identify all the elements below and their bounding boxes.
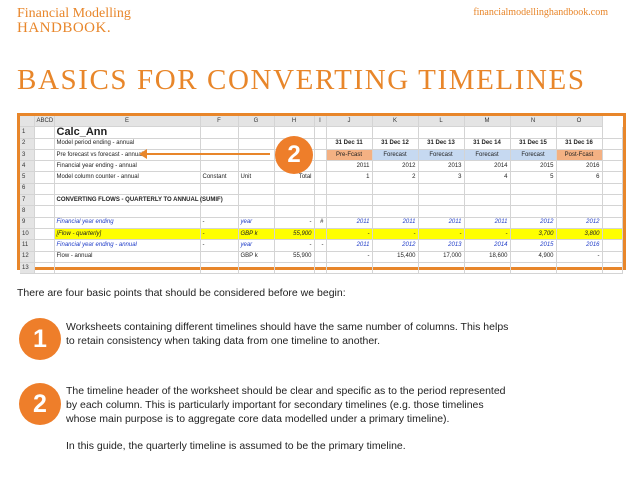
sheet-cell[interactable] (372, 127, 418, 138)
sheet-cell[interactable] (314, 172, 326, 183)
sheet-row (20, 240, 623, 251)
arrow-line (145, 153, 270, 155)
sheet-cell[interactable] (314, 161, 326, 172)
row-number[interactable]: 6 (20, 183, 34, 194)
sheet-cell[interactable] (34, 217, 54, 228)
sheet-cell[interactable]: 2012 (372, 240, 418, 251)
column-header[interactable]: H (274, 116, 314, 127)
sheet-cell[interactable]: 17,000 (418, 251, 464, 262)
sheet-row (20, 161, 623, 172)
column-header[interactable]: N (510, 116, 556, 127)
sheet-cell[interactable]: Financial year ending - annual (54, 240, 200, 251)
point-2-line-1: The timeline header of the worksheet should be clear and specific as to the period represented (66, 385, 506, 397)
spreadsheet-table (20, 116, 623, 274)
sheet-cell[interactable]: 3,700 (510, 228, 556, 239)
sheet-cell[interactable] (238, 161, 274, 172)
row-number[interactable]: 3 (20, 149, 34, 160)
sheet-cell[interactable] (510, 127, 556, 138)
sheet-cell[interactable]: GBP k (238, 228, 274, 239)
sheet-cell[interactable] (602, 149, 623, 160)
sheet-row (20, 217, 623, 228)
sheet-cell[interactable]: Calc_Ann (54, 127, 200, 138)
sheet-cell[interactable]: 4 (464, 172, 510, 183)
row-number[interactable]: 13 (20, 262, 34, 273)
column-header[interactable]: M (464, 116, 510, 127)
sheet-row (20, 251, 623, 262)
sheet-cell[interactable]: year (238, 217, 274, 228)
sheet-cell[interactable] (314, 195, 326, 206)
sheet-cell[interactable] (314, 228, 326, 239)
sheet-cell[interactable] (372, 183, 418, 194)
column-header[interactable]: J (326, 116, 372, 127)
sheet-cell[interactable] (602, 251, 623, 262)
sheet-cell[interactable] (34, 183, 54, 194)
sheet-cell[interactable] (418, 262, 464, 273)
sheet-row (20, 228, 623, 239)
sheet-cell[interactable] (556, 195, 602, 206)
sheet-cell[interactable]: Financial year ending - annual (54, 161, 200, 172)
brand-line-1: Financial Modelling (17, 6, 131, 21)
sheet-cell[interactable] (54, 183, 200, 194)
sheet-cell[interactable]: 2014 (464, 240, 510, 251)
spreadsheet-screenshot (17, 113, 626, 270)
sheet-cell[interactable] (200, 127, 238, 138)
sheet-cell[interactable]: year (238, 240, 274, 251)
sheet-cell[interactable] (372, 206, 418, 217)
brand-line-2: HANDBOOK. (17, 20, 112, 36)
sheet-cell[interactable] (510, 262, 556, 273)
sheet-cell[interactable] (274, 262, 314, 273)
sheet-cell[interactable]: Unit (238, 172, 274, 183)
sheet-cell[interactable] (314, 149, 326, 160)
sheet-cell[interactable]: 2013 (418, 240, 464, 251)
sheet-cell[interactable] (200, 183, 238, 194)
sheet-cell[interactable] (238, 127, 274, 138)
sheet-cell[interactable] (238, 195, 274, 206)
sheet-cell[interactable]: 18,600 (464, 251, 510, 262)
sheet-cell[interactable] (34, 172, 54, 183)
sheet-cell[interactable] (200, 138, 238, 149)
sheet-cell[interactable] (602, 161, 623, 172)
badge-1: 1 (19, 318, 61, 360)
sheet-cell[interactable]: Model column counter - annual (54, 172, 200, 183)
sheet-cell[interactable] (238, 262, 274, 273)
sheet-cell[interactable] (238, 183, 274, 194)
sheet-cell[interactable] (464, 206, 510, 217)
sheet-cell[interactable] (326, 195, 372, 206)
sheet-cell[interactable]: Forecast (464, 149, 510, 160)
sheet-row (20, 172, 623, 183)
sheet-cell[interactable] (602, 172, 623, 183)
sheet-cell[interactable] (238, 206, 274, 217)
badge-2-sheet: 2 (275, 136, 313, 174)
sheet-cell[interactable] (326, 206, 372, 217)
sheet-cell[interactable] (418, 127, 464, 138)
sheet-cell[interactable]: - (418, 228, 464, 239)
sheet-cell[interactable] (602, 217, 623, 228)
column-header[interactable] (20, 116, 34, 127)
sheet-cell[interactable] (602, 206, 623, 217)
column-header[interactable]: F (200, 116, 238, 127)
sheet-cell[interactable]: - (274, 217, 314, 228)
point-2-text (66, 384, 596, 453)
sheet-cell[interactable]: - (464, 228, 510, 239)
sheet-cell[interactable] (314, 262, 326, 273)
sheet-row (20, 206, 623, 217)
sheet-cell[interactable] (556, 183, 602, 194)
sheet-cell[interactable]: 31 Dec 14 (464, 138, 510, 149)
sheet-cell[interactable]: 31 Dec 11 (326, 138, 372, 149)
sheet-cell[interactable] (510, 183, 556, 194)
sheet-cell[interactable]: 2011 (372, 217, 418, 228)
sheet-cell[interactable]: 2011 (418, 217, 464, 228)
row-number[interactable]: 11 (20, 240, 34, 251)
sheet-cell[interactable]: 2012 (510, 217, 556, 228)
sheet-cell[interactable] (200, 251, 238, 262)
sheet-cell[interactable] (238, 149, 274, 160)
column-header-row (20, 116, 623, 127)
sheet-cell[interactable]: 2 (372, 172, 418, 183)
sheet-cell[interactable] (274, 206, 314, 217)
sheet-cell[interactable] (314, 183, 326, 194)
sheet-cell[interactable] (418, 195, 464, 206)
sheet-cell[interactable] (314, 251, 326, 262)
sheet-cell[interactable] (602, 262, 623, 273)
sheet-cell[interactable]: 2015 (510, 161, 556, 172)
sheet-cell[interactable]: 6 (556, 172, 602, 183)
sheet-cell[interactable]: Flow - annual (54, 251, 200, 262)
sheet-cell[interactable] (602, 228, 623, 239)
sheet-cell[interactable]: 2015 (510, 240, 556, 251)
sheet-cell[interactable] (602, 195, 623, 206)
sheet-cell[interactable]: 2012 (372, 161, 418, 172)
sheet-cell[interactable]: 4,900 (510, 251, 556, 262)
point-1-line-1: Worksheets containing different timelines should have the same number of columns. This helps (66, 321, 509, 333)
sheet-cell[interactable]: Total (274, 172, 314, 183)
row-number[interactable]: 1 (20, 127, 34, 138)
sheet-cell[interactable] (556, 206, 602, 217)
sheet-cell[interactable] (510, 195, 556, 206)
sheet-cell[interactable] (464, 127, 510, 138)
sheet-cell[interactable] (34, 138, 54, 149)
sheet-cell[interactable] (34, 251, 54, 262)
sheet-cell[interactable] (418, 206, 464, 217)
sheet-cell[interactable]: Pre-Fcast (326, 149, 372, 160)
sheet-cell[interactable] (200, 262, 238, 273)
sheet-cell[interactable]: Post-Fcast (556, 149, 602, 160)
sheet-cell[interactable] (34, 149, 54, 160)
sheet-cell[interactable]: 55,900 (274, 251, 314, 262)
sheet-row (20, 149, 623, 160)
column-header[interactable]: L (418, 116, 464, 127)
sheet-cell[interactable] (314, 138, 326, 149)
sheet-row (20, 183, 623, 194)
column-header[interactable]: ABCD (34, 116, 54, 127)
sheet-cell[interactable] (200, 206, 238, 217)
sheet-cell[interactable]: 31 Dec 16 (556, 138, 602, 149)
intro-text: There are four basic points that should be considered before we begin: (17, 287, 346, 299)
row-number[interactable]: 2 (20, 138, 34, 149)
sheet-cell[interactable]: - (200, 240, 238, 251)
sheet-cell[interactable] (464, 262, 510, 273)
sheet-cell[interactable] (54, 206, 200, 217)
sheet-cell[interactable] (510, 206, 556, 217)
sheet-cell[interactable] (326, 127, 372, 138)
sheet-cell[interactable]: 1 (326, 172, 372, 183)
point-2-line-4: In this guide, the quarterly timeline is assumed to be the primary timeline. (66, 440, 406, 452)
sheet-cell[interactable]: 2013 (418, 161, 464, 172)
sheet-cell[interactable] (238, 138, 274, 149)
brand-logo (17, 6, 131, 36)
sheet-cell[interactable] (34, 127, 54, 138)
sheet-cell[interactable]: GBP k (238, 251, 274, 262)
sheet-cell[interactable] (602, 240, 623, 251)
sheet-row (20, 127, 623, 138)
sheet-cell[interactable]: Forecast (510, 149, 556, 160)
sheet-cell[interactable] (200, 149, 238, 160)
sheet-cell[interactable]: 2014 (464, 161, 510, 172)
sheet-cell[interactable] (34, 206, 54, 217)
sheet-cell[interactable] (314, 127, 326, 138)
sheet-cell[interactable] (326, 183, 372, 194)
column-header[interactable]: O (556, 116, 602, 127)
sheet-cell[interactable]: Forecast (372, 149, 418, 160)
sheet-cell[interactable]: 2012 (556, 217, 602, 228)
sheet-cell[interactable]: 15,400 (372, 251, 418, 262)
row-number[interactable]: 7 (20, 195, 34, 206)
sheet-cell[interactable] (314, 206, 326, 217)
sheet-cell[interactable]: 2016 (556, 240, 602, 251)
sheet-cell[interactable]: CONVERTING FLOWS - QUARTERLY TO ANNUAL (SUMIF) (54, 195, 200, 206)
sheet-cell[interactable]: 3 (418, 172, 464, 183)
sheet-cell[interactable] (34, 240, 54, 251)
sheet-cell[interactable]: - (274, 240, 314, 251)
sheet-cell[interactable] (602, 138, 623, 149)
sheet-cell[interactable]: - (314, 240, 326, 251)
point-1-line-2: to retain consistency when taking data from one timeline to another. (66, 335, 381, 347)
sheet-cell[interactable]: 2011 (464, 217, 510, 228)
sheet-cell[interactable] (34, 195, 54, 206)
sheet-cell[interactable]: - (326, 251, 372, 262)
sheet-cell[interactable]: Financial year ending (54, 217, 200, 228)
column-header[interactable]: I (314, 116, 326, 127)
row-number[interactable]: 9 (20, 217, 34, 228)
sheet-cell[interactable] (34, 262, 54, 273)
sheet-cell[interactable]: - (200, 228, 238, 239)
point-2-line-3: whose main purpose is to aggregate core data modelled under a primary timeline). (66, 413, 450, 425)
sheet-cell[interactable]: 31 Dec 13 (418, 138, 464, 149)
sheet-cell[interactable] (464, 195, 510, 206)
sheet-cell[interactable]: 31 Dec 12 (372, 138, 418, 149)
sheet-cell[interactable] (464, 183, 510, 194)
sheet-cell[interactable] (556, 127, 602, 138)
column-header[interactable]: K (372, 116, 418, 127)
row-number[interactable]: 8 (20, 206, 34, 217)
sheet-cell[interactable]: - (326, 228, 372, 239)
sheet-cell[interactable] (418, 183, 464, 194)
row-number[interactable]: 12 (20, 251, 34, 262)
sheet-cell[interactable] (274, 183, 314, 194)
sheet-cell[interactable] (200, 161, 238, 172)
sheet-cell[interactable] (372, 262, 418, 273)
page-title: BASICS FOR CONVERTING TIMELINES (17, 64, 586, 96)
sheet-cell[interactable]: 3,800 (556, 228, 602, 239)
sheet-cell[interactable] (372, 195, 418, 206)
sheet-cell[interactable]: 31 Dec 15 (510, 138, 556, 149)
row-number[interactable]: 5 (20, 172, 34, 183)
sheet-cell[interactable]: 55,900 (274, 228, 314, 239)
sheet-cell[interactable] (34, 228, 54, 239)
sheet-cell[interactable]: - (372, 228, 418, 239)
row-number[interactable]: 4 (20, 161, 34, 172)
sheet-row (20, 262, 623, 273)
arrow-left-icon (139, 149, 147, 159)
sheet-cell[interactable]: 2011 (326, 217, 372, 228)
sheet-cell[interactable]: 2016 (556, 161, 602, 172)
sheet-cell[interactable]: Pre forecast vs forecast - annual (54, 149, 200, 160)
sheet-cell[interactable]: - (556, 251, 602, 262)
column-header[interactable]: G (238, 116, 274, 127)
sheet-row (20, 195, 623, 206)
column-header[interactable]: E (54, 116, 200, 127)
sheet-cell[interactable] (556, 262, 602, 273)
sheet-cell[interactable] (54, 262, 200, 273)
sheet-cell[interactable] (602, 127, 623, 138)
sheet-cell[interactable] (34, 161, 54, 172)
sheet-cell[interactable] (274, 195, 314, 206)
sheet-cell[interactable] (326, 262, 372, 273)
sheet-cell[interactable]: 2011 (326, 240, 372, 251)
badge-2: 2 (19, 383, 61, 425)
sheet-cell[interactable]: Forecast (418, 149, 464, 160)
sheet-cell[interactable]: - (200, 217, 238, 228)
sheet-row (20, 138, 623, 149)
sheet-cell[interactable]: 2011 (326, 161, 372, 172)
site-url[interactable]: financialmodellinghandbook.com (473, 7, 608, 18)
sheet-cell[interactable]: [Flow - quarterly] (54, 228, 200, 239)
point-1-text (66, 320, 596, 348)
sheet-cell[interactable] (602, 183, 623, 194)
sheet-cell[interactable]: Constant (200, 172, 238, 183)
sheet-cell[interactable]: 5 (510, 172, 556, 183)
point-2-line-2: by each column. This is particularly important for secondary timelines (e.g. those timelines (66, 399, 484, 411)
sheet-cell[interactable]: Model period ending - annual (54, 138, 200, 149)
row-number[interactable]: 10 (20, 228, 34, 239)
sheet-cell[interactable]: # (314, 217, 326, 228)
